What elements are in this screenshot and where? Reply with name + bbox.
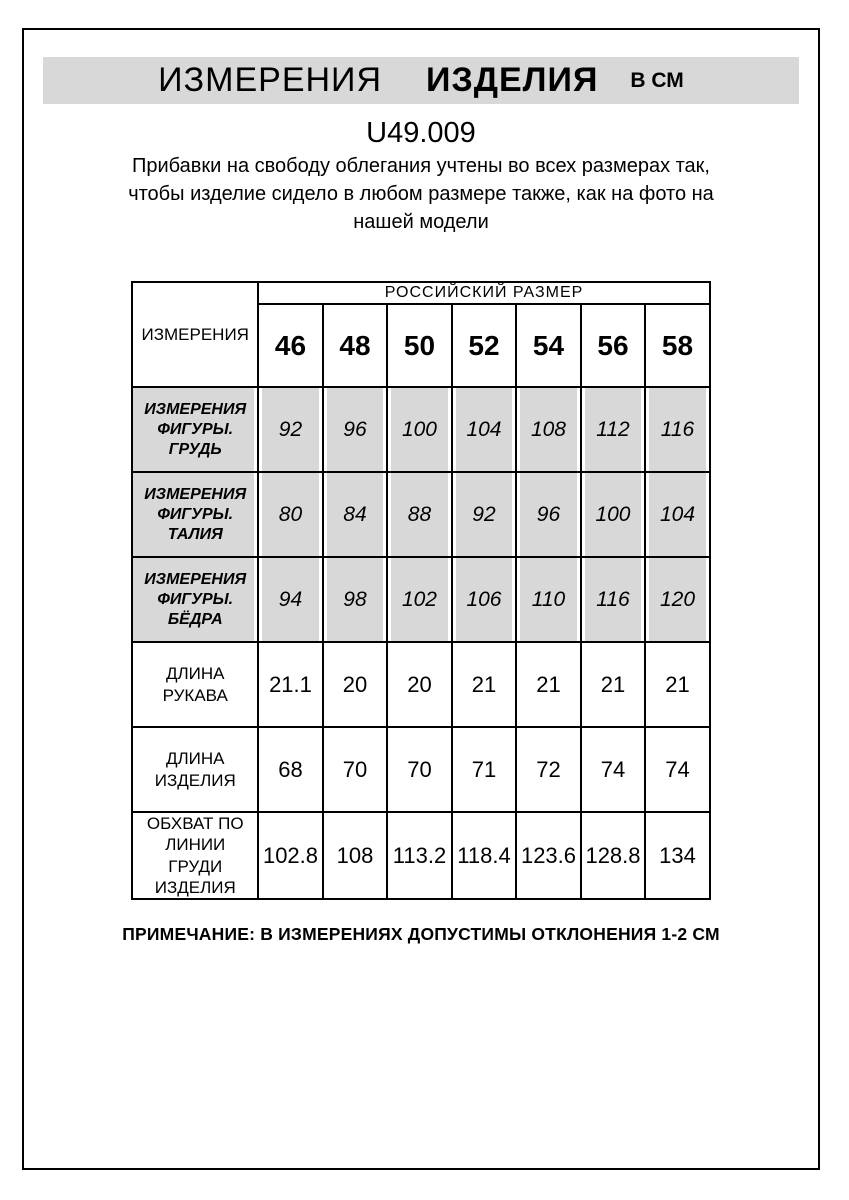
measurement-value-cell: 116 xyxy=(581,557,646,642)
measurement-value-cell: 92 xyxy=(258,387,323,472)
measurement-value-cell: 20 xyxy=(387,642,452,727)
measurement-value-cell: 100 xyxy=(387,387,452,472)
measurement-value-cell: 70 xyxy=(323,727,388,812)
row-label: ИЗМЕРЕНИЯ ФИГУРЫ. БЁДРА xyxy=(132,557,258,642)
measurement-value-cell: 71 xyxy=(452,727,517,812)
measurement-value-cell: 96 xyxy=(323,387,388,472)
header-band xyxy=(43,57,799,104)
description-line: чтобы изделие сидело в любом размере также, как на фото на xyxy=(128,183,714,205)
measurement-value-cell: 21 xyxy=(645,642,710,727)
measurement-value-cell: 108 xyxy=(516,387,581,472)
size-table-body xyxy=(132,387,710,899)
measurement-value-cell: 116 xyxy=(645,387,710,472)
corner-label: ИЗМЕРЕНИЯ xyxy=(132,282,258,387)
size-column-header: 48 xyxy=(323,304,388,387)
measurement-value-cell: 88 xyxy=(387,472,452,557)
measurement-value-cell: 112 xyxy=(581,387,646,472)
table-row xyxy=(132,642,710,727)
measurement-value-cell: 120 xyxy=(645,557,710,642)
measurement-value-cell: 68 xyxy=(258,727,323,812)
measurement-value-cell: 98 xyxy=(323,557,388,642)
row-label: ДЛИНА РУКАВА xyxy=(132,642,258,727)
size-column-header: 54 xyxy=(516,304,581,387)
title-measures: ИЗМЕРЕНИЯ xyxy=(158,61,383,99)
measurement-value-cell: 72 xyxy=(516,727,581,812)
measurement-value-cell: 104 xyxy=(452,387,517,472)
description-line: нашей модели xyxy=(353,211,489,233)
group-header: РОССИЙСКИЙ РАЗМЕР xyxy=(258,282,710,304)
size-column-header: 52 xyxy=(452,304,517,387)
description-line: Прибавки на свободу облегания учтены во всех размерах так, xyxy=(132,155,710,177)
measurement-value-cell: 118.4 xyxy=(452,812,517,899)
table-row xyxy=(132,812,710,899)
size-column-header: 50 xyxy=(387,304,452,387)
measurement-value-cell: 74 xyxy=(645,727,710,812)
measurement-value-cell: 110 xyxy=(516,557,581,642)
measurement-value-cell: 102 xyxy=(387,557,452,642)
product-code: U49.009 xyxy=(366,117,476,149)
measurement-value-cell: 104 xyxy=(645,472,710,557)
row-label: ОБХВАТ ПО ЛИНИИ ГРУДИ ИЗДЕЛИЯ xyxy=(132,812,258,899)
row-label: ДЛИНА ИЗДЕЛИЯ xyxy=(132,727,258,812)
measurement-value-cell: 92 xyxy=(452,472,517,557)
page-frame xyxy=(22,28,820,1170)
group-header-row xyxy=(132,282,710,304)
row-label: ИЗМЕРЕНИЯ ФИГУРЫ. ТАЛИЯ xyxy=(132,472,258,557)
measurement-value-cell: 100 xyxy=(581,472,646,557)
measurement-value-cell: 80 xyxy=(258,472,323,557)
size-column-header: 56 xyxy=(581,304,646,387)
measurement-value-cell: 84 xyxy=(323,472,388,557)
measurement-value-cell: 74 xyxy=(581,727,646,812)
table-row xyxy=(132,727,710,812)
description xyxy=(24,152,818,236)
row-label: ИЗМЕРЕНИЯ ФИГУРЫ. ГРУДЬ xyxy=(132,387,258,472)
size-column-header: 58 xyxy=(645,304,710,387)
measurement-value-cell: 94 xyxy=(258,557,323,642)
measurement-value-cell: 21 xyxy=(581,642,646,727)
measurement-value-cell: 108 xyxy=(323,812,388,899)
measurement-value-cell: 113.2 xyxy=(387,812,452,899)
measurement-value-cell: 96 xyxy=(516,472,581,557)
measurement-value-cell: 123.6 xyxy=(516,812,581,899)
measurement-value-cell: 21 xyxy=(452,642,517,727)
measurement-value-cell: 134 xyxy=(645,812,710,899)
title-unit: В СМ xyxy=(630,68,684,92)
measurement-value-cell: 106 xyxy=(452,557,517,642)
measurement-value-cell: 128.8 xyxy=(581,812,646,899)
measurement-value-cell: 21 xyxy=(516,642,581,727)
note: ПРИМЕЧАНИЕ: В ИЗМЕРЕНИЯХ ДОПУСТИМЫ ОТКЛОНЕНИЯ 1-2 СМ xyxy=(122,924,720,944)
measurement-value-cell: 21.1 xyxy=(258,642,323,727)
table-row xyxy=(132,472,710,557)
table-row xyxy=(132,387,710,472)
size-column-header: 46 xyxy=(258,304,323,387)
measurement-value-cell: 70 xyxy=(387,727,452,812)
title-product: ИЗДЕЛИЯ xyxy=(426,61,599,99)
size-table xyxy=(131,281,711,900)
measurement-value-cell: 20 xyxy=(323,642,388,727)
table-row xyxy=(132,557,710,642)
measurement-value-cell: 102.8 xyxy=(258,812,323,899)
